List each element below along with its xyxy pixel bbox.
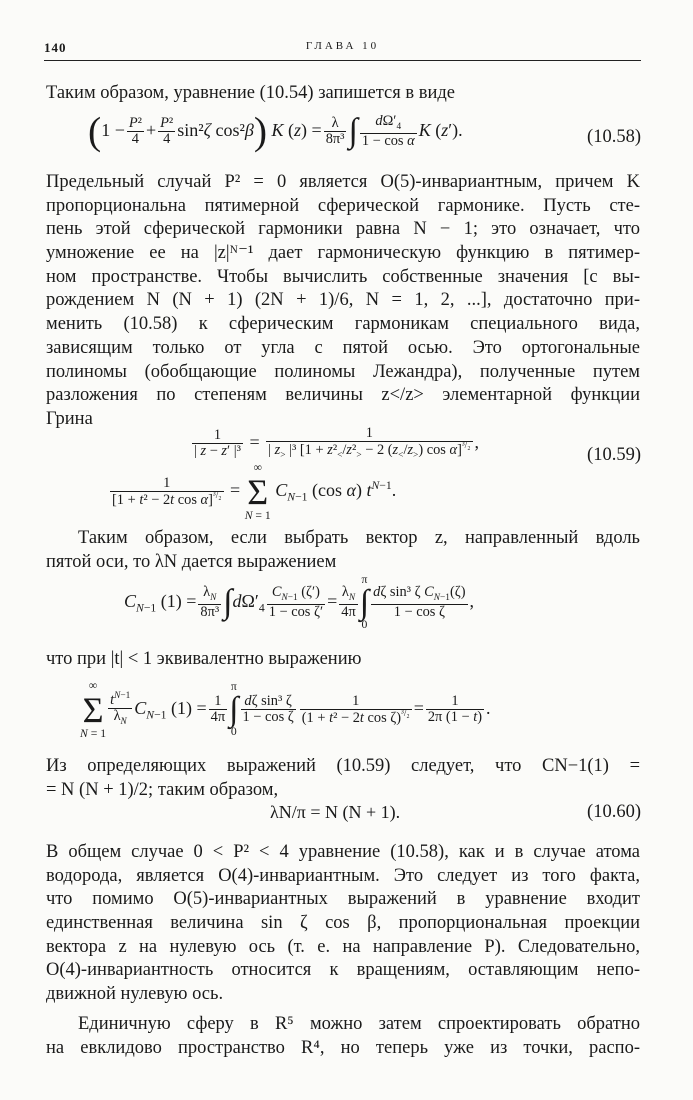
equation-sum: ∞ Σ N = 1 $\frac{t^{N-1}}{\lambda_N}$ $C_{N-1}$ (1) = $\frac{1}{4\pi}$ π ∫ 0 $\frac{\text{dζ sin³ ζ}}{\text{1 − cos ζ}}$ $\frac{1}{(1 + t^2 - 2t \cos \zeta)^{^3/_2}}$ = $\frac{1}{2\pi (1 - t)}$ .: [80, 679, 491, 740]
paragraph-equiv: [46, 648, 640, 672]
paragraph-4: [46, 841, 640, 1007]
text-line: Единичную сферу в R⁵ можно затем спроектировать обратно: [78, 1014, 640, 1034]
text-line: менить (10.58) к сферическим гармоникам специального вида,: [46, 314, 640, 335]
text-line: Таким образом, если выбрать вектор z, направленный вдоль: [78, 528, 640, 548]
text-line: рождением N (N + 1) (2N + 1)/6, N = 1, 2, ...], достаточно при-: [46, 290, 640, 311]
paragraph-1: [46, 171, 640, 432]
header-rule: [44, 60, 641, 61]
text-line: вектора z на нулевую ось (т. е. на направление P). Следовательно,: [46, 936, 640, 957]
text-line: что помимо O(5)-инвариантных выражений в уравнение входит: [46, 889, 640, 910]
text-line: пятой оси, то λN дается выражением: [46, 551, 337, 572]
text-line: В общем случае 0 < P² < 4 уравнение (10.58), как и в случае атома: [46, 842, 640, 862]
text-line: единственная величина sin ζ cos β, пропорциональная проекции: [46, 913, 640, 934]
text-line: разложения по степеням величины z</z> элементарной функции: [46, 385, 640, 406]
text-line: Предельный случай P² = 0 является O(5)-инвариантным, причем K: [46, 172, 640, 192]
text-line: полиномы (обобщающие полиномы Лежандра), полученные путем: [46, 361, 640, 382]
paragraph-5: [46, 1013, 640, 1060]
paragraph-2: [46, 527, 640, 574]
equation-number-10-58: (10.58): [587, 127, 641, 147]
text-line: Из определяющих выражений (10.59) следует, что CN−1(1) =: [46, 756, 640, 776]
text-line: Грина: [46, 408, 93, 429]
equation-10-58: (1 − $\frac{\text{P²}}{4}$ + $\frac{\text{P²}}{4}$ sin²ζ cos²β) K (z) = $\frac{\lambda}{\text{8π³}}$ ∫ $\frac{d\Omega'_4}{\text{1 − cos α}}$ K (z′).: [88, 109, 463, 153]
text-line: пропорциональна пятимерной сферической гармонике. Пусть сте-: [46, 195, 640, 216]
text-line: на евклидово пространство R⁴, но теперь уже из точки, распо-: [46, 1037, 640, 1058]
running-head: ГЛАВА 10: [305, 40, 380, 52]
paragraph-3: [46, 755, 640, 802]
text-line: = N (N + 1)/2; таким образом,: [46, 779, 279, 800]
text-line: водорода, является O(4)-инвариантным. Это следует из того факта,: [46, 865, 640, 886]
text-line: пень этой сферической гармоники равна N − 1; это означает, что: [46, 219, 640, 240]
equation-number-10-59: (10.59): [587, 445, 641, 465]
intro-paragraph: [46, 82, 640, 106]
text-line: зависящим только от угла с пятой осью. Это ортогональные: [46, 337, 640, 358]
text-line: умножение ее на |z|ᴺ⁻¹ дает гармоническую функцию в пятимер-: [46, 243, 640, 264]
page-number: 140: [44, 40, 67, 55]
text-line: ном пространстве. Чтобы вычислить собственные значения [с вы-: [46, 266, 640, 287]
page-header: [44, 40, 641, 56]
text-line: движной нулевую ось.: [46, 984, 224, 1005]
equation-10-59-line1: $\frac{1}{\text{| z − z′ |³}}$ = $\frac{1}{| z_> |^3 [1 + z^2_</z^2_> - 2 (z_</z_>) \cos \alpha]^{^3/_2}}$ ,: [194, 425, 480, 461]
equation-10-60: λN/π = N (N + 1).: [270, 802, 401, 822]
equation-10-59-line2: $\frac{1}{[1 + t^2 - 2t \cos \alpha]^{^3/_2}}$ = ∞ Σ N = 1 $C_{N-1}$ (cos α) $t^{N-1}$.: [112, 461, 397, 522]
equation-lambda-n: $C_{N-1}$ (1) = $\frac{\lambda_N}{\text{8π³}}$ $\int d\Omega'_4$ $\frac{C_{N-1} (\zeta')}{\text{1 − cos ζ′}}$ = $\frac{\lambda_N}{4\pi}$ π ∫ 0 $\frac{d\zeta \sin^3 \zeta C_{N-1}(\zeta)}{\text{1 − cos ζ}}$ ,: [124, 573, 474, 631]
text-line: что при |t| < 1 эквивалентно выражению: [46, 649, 362, 669]
text-line: Таким образом, уравнение (10.54) запишется в виде: [46, 83, 456, 103]
text-line: O(4)-инвариантность относится к вращениям, оставляющим непо-: [46, 960, 640, 981]
equation-number-10-60: (10.60): [587, 802, 641, 822]
